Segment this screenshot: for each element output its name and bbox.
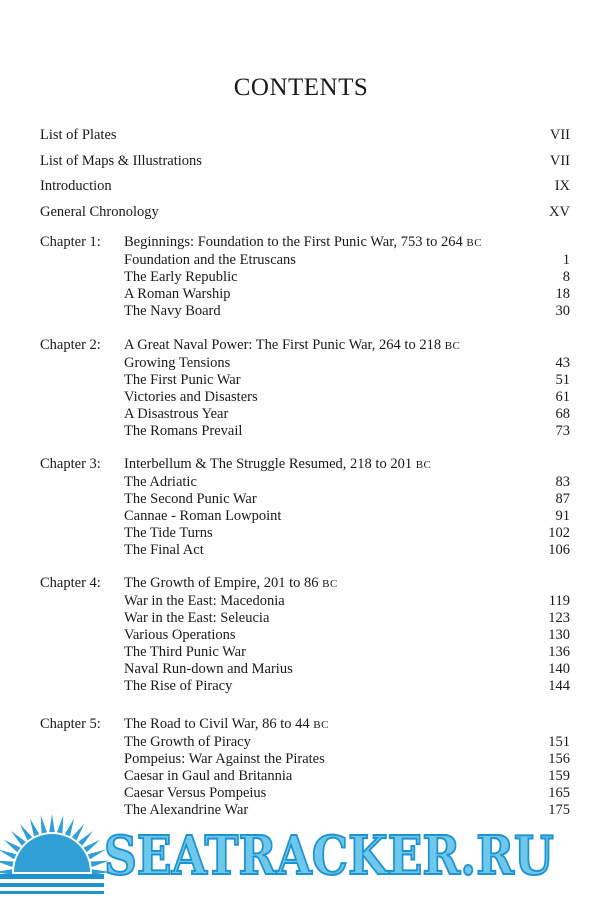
sun-ray (65, 818, 75, 836)
entry-page: 175 (548, 802, 570, 818)
toc-entry (124, 627, 570, 644)
sun-ray (84, 840, 101, 852)
chapter-title (124, 456, 570, 474)
chapter-era: BC (444, 340, 461, 352)
entry-label: The Third Punic War (124, 644, 246, 660)
toc-entry (124, 661, 570, 678)
entry-label: Caesar in Gaul and Britannia (124, 768, 293, 784)
entry-label: The Tide Turns (124, 525, 213, 541)
entry-label: Foundation and the Etruscans (124, 252, 296, 268)
entry-page: 1 (562, 252, 570, 268)
chapter-title-text: The Road to Civil War, 86 to 44 (124, 716, 310, 732)
chapter-title (124, 575, 570, 593)
entry-page: 8 (562, 269, 570, 285)
toc-entry (124, 303, 570, 320)
chapter-era: BC (313, 719, 329, 731)
entry-page: 119 (548, 593, 570, 609)
chapter-title (124, 234, 570, 252)
front-matter-list (40, 124, 570, 226)
toc-entry (124, 610, 570, 627)
entry-page: 140 (548, 661, 570, 677)
sun-ray (78, 831, 93, 846)
entry-page: 123 (548, 610, 570, 626)
entry-label: Victories and Disasters (124, 389, 258, 405)
sun-ray (11, 831, 26, 846)
entry-label: The Navy Board (124, 303, 221, 319)
front-matter-item (40, 124, 570, 150)
sun-ray (4, 840, 21, 852)
entry-page: 87 (555, 491, 570, 507)
entry-page: 61 (555, 389, 570, 405)
toc-entry (124, 389, 570, 406)
toc-entry (124, 269, 570, 286)
chapter-label: Chapter 1: (40, 234, 101, 250)
chapter-label: Chapter 5: (40, 716, 101, 732)
entry-label: Pompeius: War Against the Pirates (124, 751, 325, 767)
entry-label: The Second Punic War (124, 491, 257, 507)
chapter-label: Chapter 2: (40, 337, 101, 353)
entry-label: War in the East: Macedonia (124, 593, 285, 609)
toc-entry (124, 644, 570, 661)
toc-entry (124, 768, 570, 785)
entry-label: Various Operations (124, 627, 236, 643)
toc-entry (124, 542, 570, 559)
entry-page: 130 (548, 627, 570, 643)
entry-page: 156 (548, 751, 570, 767)
front-matter-label: Introduction (40, 178, 112, 194)
front-matter-item (40, 175, 570, 201)
front-matter-item (40, 201, 570, 227)
entry-page: 73 (555, 423, 570, 439)
front-matter-item (40, 150, 570, 176)
chapter-label: Chapter 4: (40, 575, 101, 591)
chapter-3 (40, 456, 570, 559)
entry-label: The Romans Prevail (124, 423, 243, 439)
entry-label: The First Punic War (124, 372, 241, 388)
toc-entry (124, 372, 570, 389)
toc-entry (124, 474, 570, 491)
entry-page: 83 (555, 474, 570, 490)
chapter-1 (40, 234, 570, 320)
chapter-title-text: Interbellum & The Struggle Resumed, 218 to 201 (124, 456, 413, 472)
entry-label: Growing Tensions (124, 355, 231, 371)
sun-ray (41, 815, 47, 833)
toc-entry (124, 286, 570, 303)
sun-ray (0, 861, 13, 867)
entry-label: The Alexandrine War (124, 802, 249, 818)
entry-label: The Adriatic (124, 474, 197, 490)
sun-ray (49, 814, 55, 832)
entry-page: 106 (548, 542, 570, 558)
sun-ray (88, 850, 106, 860)
entry-page: 68 (555, 406, 570, 422)
front-matter-label: List of Maps & Illustrations (40, 152, 202, 169)
sun-icon (0, 812, 110, 906)
front-matter-page: VII (549, 152, 570, 169)
toc-entry (124, 593, 570, 610)
watermark-text: SEATRACKER.RU (104, 825, 554, 887)
sun-ray (57, 815, 63, 833)
toc-entry (124, 491, 570, 508)
entry-page: 144 (548, 678, 570, 694)
entry-label: Naval Run-down and Marius (124, 661, 293, 677)
entry-label: The Early Republic (124, 269, 238, 285)
entry-page: 91 (555, 508, 570, 524)
entry-page: 18 (555, 286, 570, 302)
entry-page: 136 (548, 644, 570, 660)
entry-page: 151 (548, 734, 570, 750)
front-matter-label: List of Plates (40, 127, 117, 143)
entry-label: Caesar Versus Pompeius (124, 785, 267, 801)
toc-entry (124, 525, 570, 542)
toc-entry (124, 785, 570, 802)
chapter-title-text: Beginnings: Foundation to the First Punic War, 753 to 264 (124, 234, 463, 250)
chapter-label: Chapter 3: (40, 456, 101, 472)
chapter-era: BC (415, 459, 432, 471)
entry-label: War in the East: Seleucia (124, 610, 270, 626)
front-matter-page: VII (549, 127, 570, 143)
entry-page: 43 (555, 355, 570, 371)
entry-page: 51 (555, 372, 570, 388)
entry-label: The Growth of Piracy (124, 734, 251, 750)
toc-entry (124, 751, 570, 768)
sun-ray (30, 818, 40, 836)
entry-page: 159 (548, 768, 570, 784)
watermark (0, 812, 602, 906)
entry-page: 165 (548, 785, 570, 801)
chapter-2 (40, 337, 570, 440)
toc-entry (124, 678, 570, 695)
chapter-title (124, 337, 570, 355)
toc-entry (124, 355, 570, 372)
entry-label: The Rise of Piracy (124, 678, 233, 694)
chapter-era: BC (466, 237, 483, 249)
chapter-era: BC (322, 578, 338, 590)
entry-page: 30 (555, 303, 570, 319)
sun-ray (0, 869, 12, 875)
entry-label: Cannae - Roman Lowpoint (124, 508, 282, 524)
toc-entry (124, 508, 570, 525)
sun-ray (20, 824, 32, 841)
entry-page: 102 (548, 525, 570, 541)
front-matter-page: IX (554, 178, 570, 194)
chapter-5 (40, 716, 570, 819)
chapter-title-text: A Great Naval Power: The First Punic War, 264 to 218 (124, 337, 442, 353)
entry-label: A Roman Warship (124, 286, 231, 302)
toc-entry (124, 406, 570, 423)
toc-entry (124, 423, 570, 440)
front-matter-label: General Chronology (40, 203, 159, 220)
page-title: CONTENTS (233, 74, 369, 101)
sun-ray (0, 850, 16, 860)
chapter-4 (40, 575, 570, 695)
toc-entry (124, 252, 570, 269)
entry-label: A Disastrous Year (124, 406, 229, 422)
chapter-title (124, 716, 570, 734)
sun-ray (72, 824, 84, 841)
toc-entry (124, 734, 570, 751)
entry-label: The Final Act (124, 542, 204, 558)
front-matter-page: XV (549, 203, 570, 220)
chapter-title-text: The Growth of Empire, 201 to 86 (124, 575, 319, 591)
